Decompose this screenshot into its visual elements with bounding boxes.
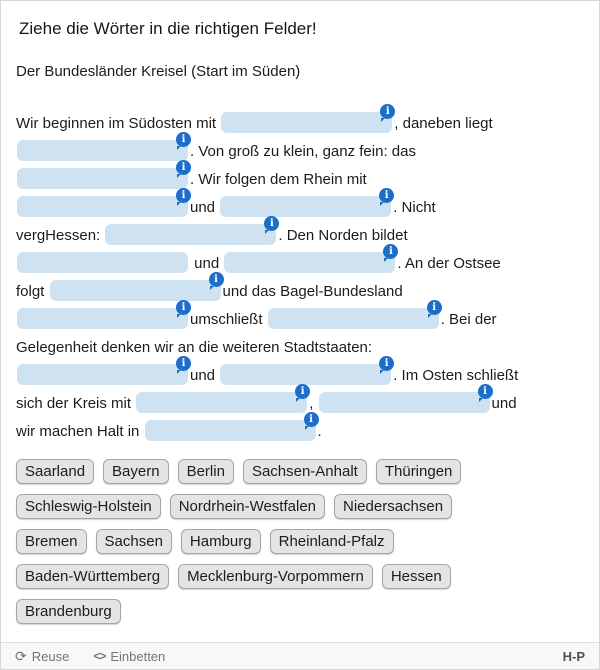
draggable-word[interactable]: Nordrhein-Westfalen [170,494,325,519]
info-tip-icon[interactable]: i [379,188,394,203]
cloze-line [16,334,584,362]
draggable-word[interactable]: Hessen [382,564,451,589]
draggable-word[interactable]: Bayern [103,459,169,484]
draggable-word[interactable]: Hamburg [181,529,261,554]
draggable-word[interactable]: Niedersachsen [334,494,452,519]
draggable-word[interactable]: Berlin [178,459,234,484]
reuse-button[interactable] [15,649,69,664]
drop-zone[interactable] [17,358,188,385]
cloze-text: vergHessen: [16,227,105,244]
cloze-text: . Bei der [440,311,497,328]
cloze-line [16,246,584,278]
cloze-text: wir machen Halt in [16,423,144,440]
task-subtitle: Der Bundesländer Kreisel (Start im Süden) [16,63,301,80]
info-tip-icon[interactable]: i [209,272,224,287]
cloze-text: . Im Osten schließt [393,367,519,384]
info-tip-icon[interactable]: i [176,300,191,315]
reuse-label: Reuse [31,648,70,664]
cloze-text: . Von groß zu klein, ganz fein: das [190,143,416,160]
cloze-text: umschließt [190,311,267,328]
cloze-text: , [309,395,318,412]
info-tip-icon[interactable]: i [295,384,310,399]
cloze-text: und [491,395,517,412]
info-tip-icon[interactable]: i [176,188,191,203]
drop-zone[interactable] [17,190,188,217]
cloze-text: , daneben liegt [394,115,493,132]
info-tip-icon[interactable]: i [176,160,191,175]
info-tip-icon[interactable]: i [304,412,319,427]
footer-bar [1,642,599,669]
drop-zone[interactable] [224,246,395,273]
embed-code-icon: <> [93,649,106,663]
cloze-line [16,386,584,418]
cloze-text: . An der Ostsee [397,255,501,272]
embed-label: Einbetten [110,648,166,664]
drop-zone[interactable] [17,134,188,161]
drop-zone[interactable] [17,302,188,329]
cloze-line [16,302,584,334]
drop-zone[interactable] [319,386,490,413]
cloze-line [16,106,584,138]
cloze-text: und [190,255,224,272]
cloze-line [16,190,584,222]
drop-zone[interactable] [145,414,316,441]
cloze-line [16,274,584,306]
cloze-text: Wir beginnen im Südosten mit [16,115,221,132]
info-tip-icon[interactable]: i [380,104,395,119]
drop-zone[interactable] [221,106,392,133]
draggable-word[interactable]: Brandenburg [16,599,121,624]
drop-zone[interactable] [17,162,188,189]
cloze-text: folgt [16,283,49,300]
info-tip-icon[interactable]: i [176,356,191,371]
draggable-word[interactable]: Sachsen [96,529,172,554]
cloze-text: . Den Norden bildet [278,227,408,244]
info-tip-icon[interactable]: i [264,216,279,231]
cloze-text: und [190,199,220,216]
info-tip-icon[interactable]: i [427,300,442,315]
cloze-text: sich der Kreis mit [16,395,136,412]
cloze-text: Gelegenheit denken wir an die weiteren Stadtstaaten: [16,339,373,356]
cloze-text: . Nicht [393,199,436,216]
draggable-word[interactable]: Thüringen [376,459,462,484]
drop-zone[interactable] [105,218,276,245]
cloze-paragraph [16,106,584,446]
draggable-word[interactable]: Schleswig-Holstein [16,494,161,519]
drop-zone[interactable] [17,252,188,273]
info-tip-icon[interactable]: i [379,356,394,371]
drop-zone[interactable] [50,274,221,301]
cloze-text: und das Bagel-Bundesland [222,283,403,300]
exercise-content [1,19,599,634]
draggable-word[interactable]: Rheinland-Pfalz [270,529,394,554]
reuse-icon: ⟳ [15,648,27,664]
task-title: Ziehe die Wörter in die richtigen Felder! [19,19,317,38]
draggable-word[interactable]: Mecklenburg-Vorpommern [178,564,373,589]
draggable-word[interactable]: Sachsen-Anhalt [243,459,367,484]
info-tip-icon[interactable]: i [478,384,493,399]
cloze-line [16,162,584,194]
cloze-line [16,218,584,250]
embed-button[interactable] [93,649,165,664]
cloze-line [16,134,584,166]
cloze-text: . Wir folgen dem Rhein mit [190,171,367,188]
cloze-text: . [317,423,322,440]
drop-zone[interactable] [136,386,307,413]
draggable-word[interactable]: Baden-Württemberg [16,564,169,589]
cloze-text: und [190,367,220,384]
drop-zone[interactable] [268,302,439,329]
word-bank [16,459,524,634]
draggable-word[interactable]: Saarland [16,459,94,484]
drop-zone[interactable] [220,190,391,217]
info-tip-icon[interactable]: i [383,244,398,259]
h5p-logo[interactable]: H-P [562,648,585,664]
draggable-word[interactable]: Bremen [16,529,87,554]
info-tip-icon[interactable]: i [176,132,191,147]
cloze-line [16,414,584,446]
drop-zone[interactable] [220,358,391,385]
